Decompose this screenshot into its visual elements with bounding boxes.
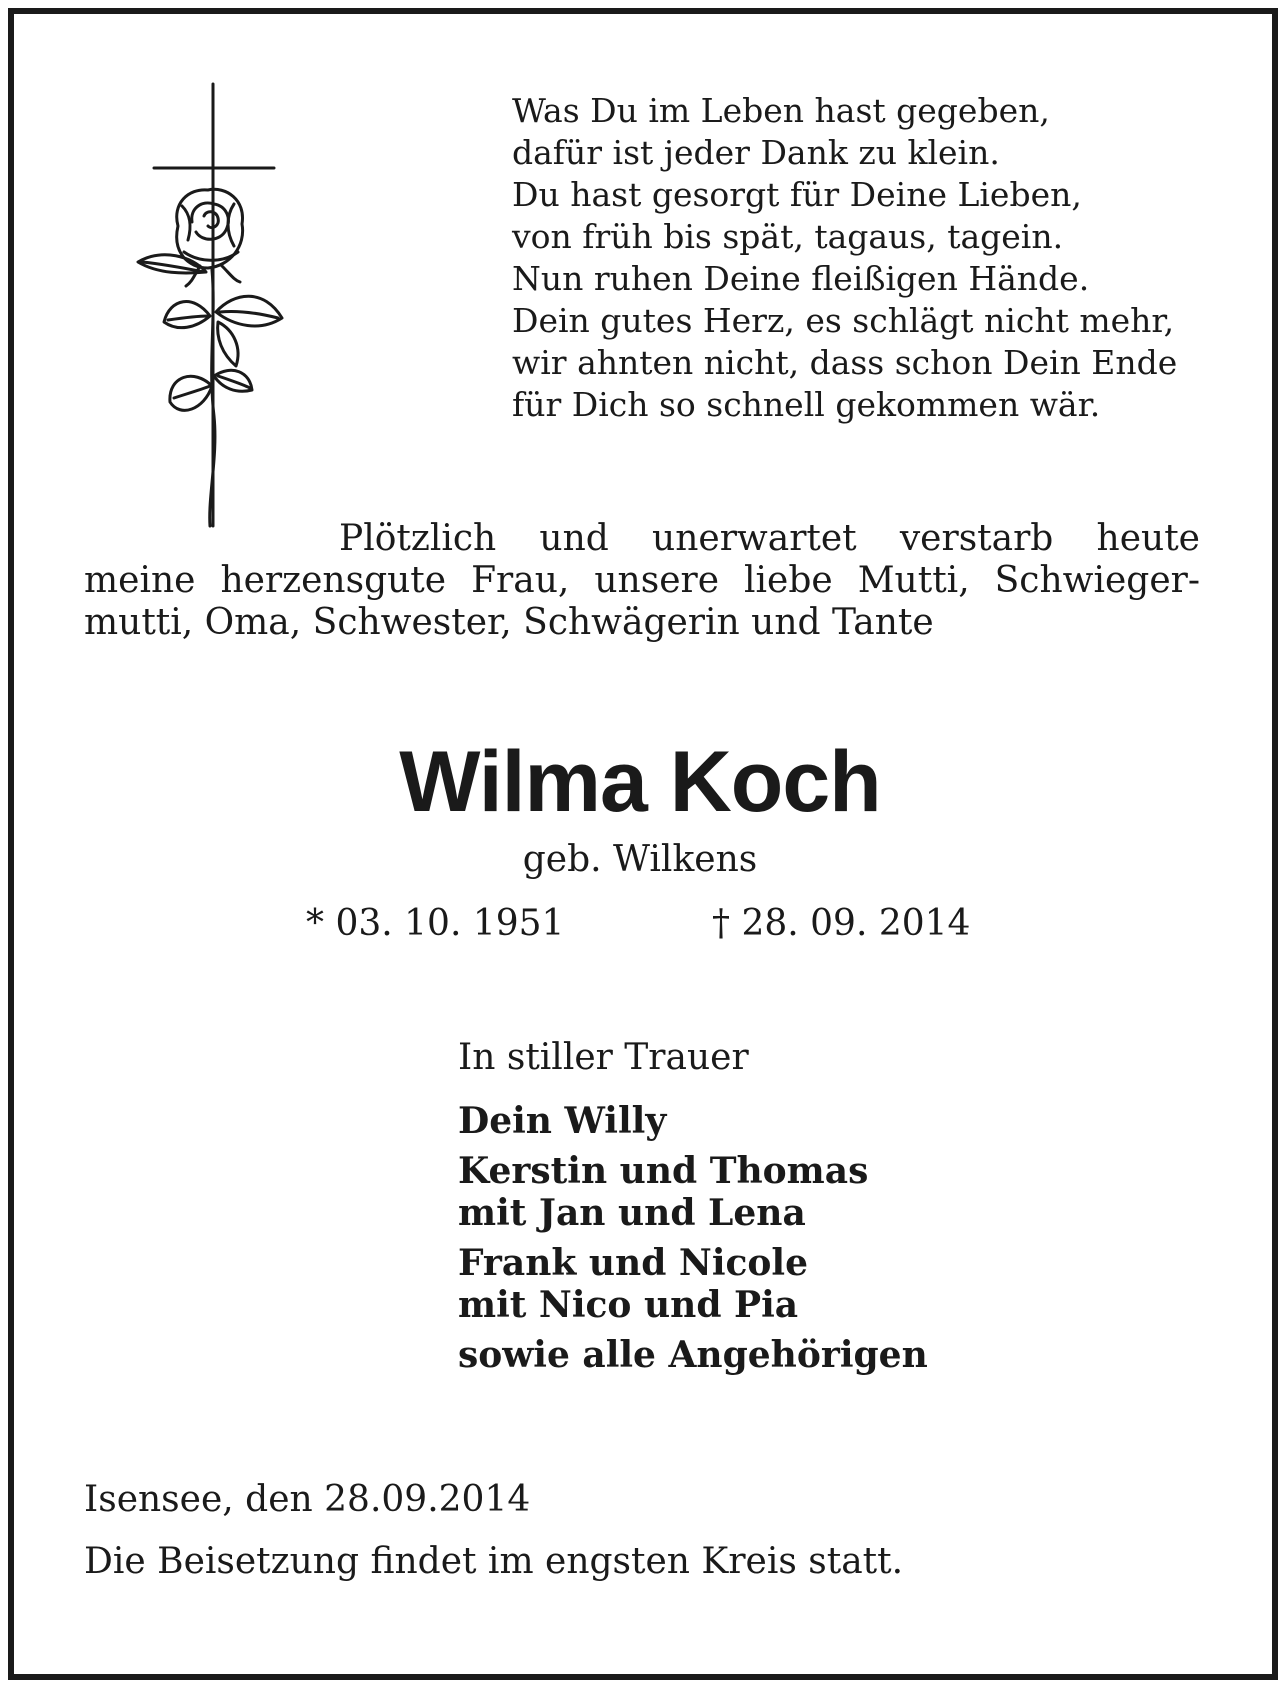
poem-line: Dein gutes Herz, es schlägt nicht mehr, xyxy=(512,301,1175,340)
mourner-line: sowie alle Angehörigen xyxy=(458,1334,928,1376)
mourner-line: Frank und Nicole xyxy=(458,1242,809,1284)
announcement-line: meine herzensgute Frau, unsere liebe Mutti, Schwieger- xyxy=(84,560,1200,601)
poem-line: dafür ist jeder Dank zu klein. xyxy=(512,133,1000,172)
birth-date: * 03. 10. 1951 xyxy=(306,903,565,944)
poem-line: Was Du im Leben hast gegeben, xyxy=(512,91,1050,130)
birth-name: geb. Wilkens xyxy=(522,839,758,880)
death-date: † 28. 09. 2014 xyxy=(712,903,971,944)
mourner-group xyxy=(458,1334,1158,1376)
mourner-line: mit Jan und Lena xyxy=(458,1192,806,1234)
poem-line: von früh bis spät, tagaus, tagein. xyxy=(512,217,1064,256)
poem-line: für Dich so schnell gekommen wär. xyxy=(512,385,1101,424)
mourner-line: mit Nico und Pia xyxy=(458,1284,799,1326)
mourners-list xyxy=(458,1100,1158,1384)
poem xyxy=(512,90,1212,426)
place-and-date: Isensee, den 28.09.2014 xyxy=(84,1479,531,1520)
poem-line: wir ahnten nicht, dass schon Dein Ende xyxy=(512,343,1178,382)
mourner-line: Dein Willy xyxy=(458,1100,667,1142)
death-announcement-text xyxy=(84,518,1200,644)
mourning-heading: In stiller Trauer xyxy=(458,1037,749,1078)
cross-with-rose-icon xyxy=(122,76,292,536)
announcement-line: mutti, Oma, Schwester, Schwägerin und Tante xyxy=(84,602,934,643)
deceased-name: Wilma Koch xyxy=(399,734,881,830)
announcement-line: Plötzlich und unerwartet verstarb heute xyxy=(339,518,1200,559)
mourner-group xyxy=(458,1100,1158,1142)
mourner-group xyxy=(458,1150,1158,1234)
mourner-line: Kerstin und Thomas xyxy=(458,1150,869,1192)
poem-line: Du hast gesorgt für Deine Lieben, xyxy=(512,175,1082,214)
mourner-group xyxy=(458,1242,1158,1326)
poem-line: Nun ruhen Deine fleißigen Hände. xyxy=(512,259,1090,298)
burial-note: Die Beisetzung findet im engsten Kreis statt. xyxy=(84,1541,904,1582)
